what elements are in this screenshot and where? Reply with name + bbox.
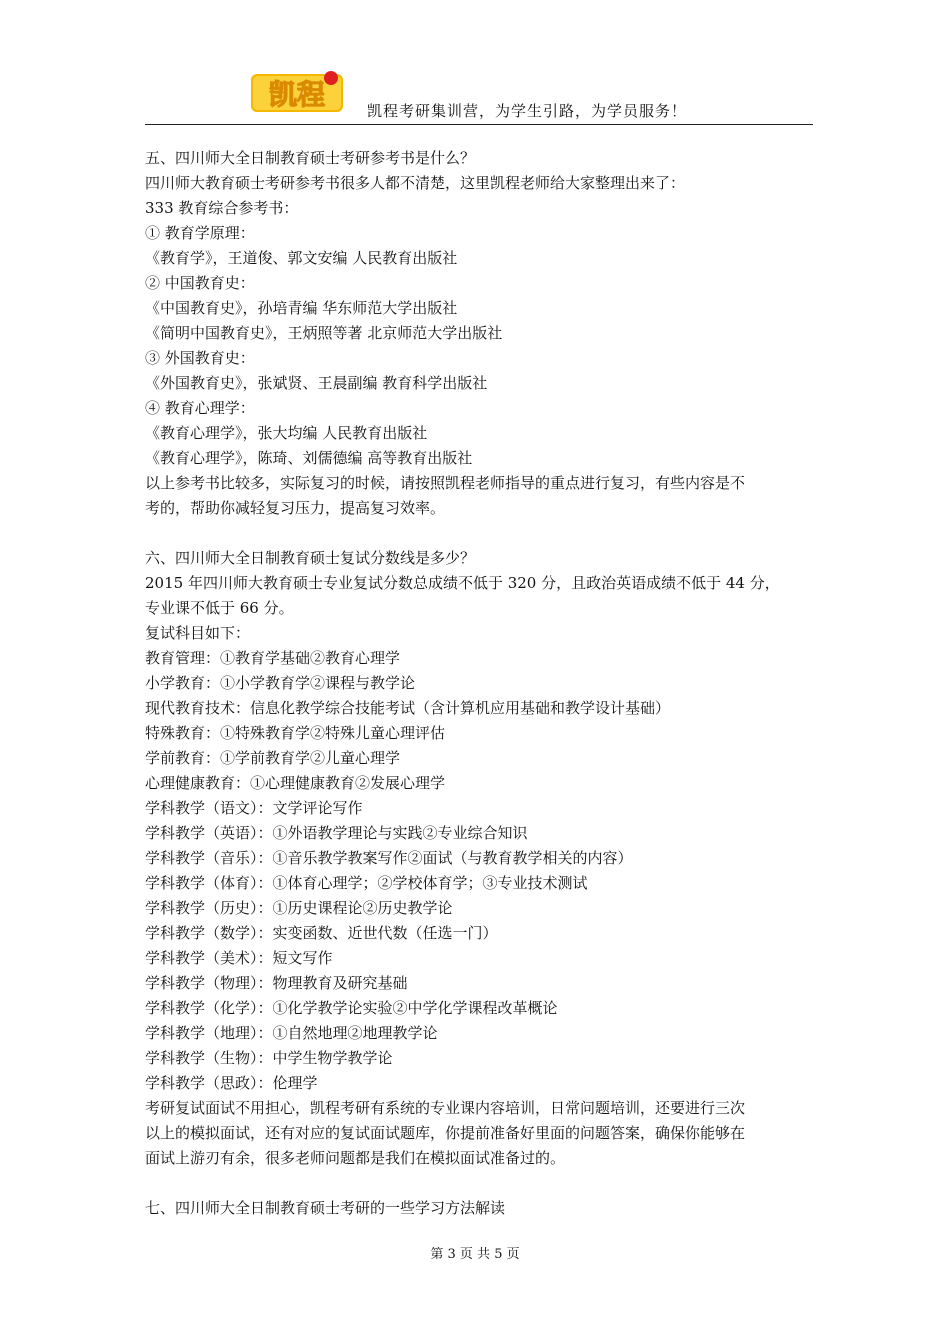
page-header bbox=[145, 62, 813, 124]
list-item: 学科教学（数学）：实变函数、近世代数（任选一门） bbox=[145, 924, 498, 942]
list-item: 学前教育：①学前教育学②儿童心理学 bbox=[145, 749, 401, 767]
page-number: 第 3 页 共 5 页 bbox=[430, 1247, 520, 1262]
section-6-heading: 六、四川师大全日制教育硕士复试分数线是多少？ bbox=[145, 549, 476, 567]
kaicheng-logo bbox=[249, 68, 345, 116]
list-item: 小学教育：①小学教育学②课程与教学论 bbox=[145, 674, 416, 692]
list-item: 现代教育技术：信息化教学综合技能考试（含计算机应用基础和教学设计基础） bbox=[145, 699, 671, 717]
list-item: 学科教学（历史）：①历史课程论②历史教学论 bbox=[145, 899, 453, 917]
spacer bbox=[145, 1171, 813, 1196]
header-divider bbox=[145, 124, 813, 125]
section-5-heading: 五、四川师大全日制教育硕士考研参考书是什么？ bbox=[145, 149, 476, 167]
list-item: ③ 外国教育史： bbox=[145, 349, 255, 367]
paragraph-line: 2015 年四川师大教育硕士专业复试分数总成绩不低于 320 分，且政治英语成绩不低于 44 分， bbox=[145, 574, 780, 592]
list-item: 《简明中国教育史》，王炳照等著 北京师范大学出版社 bbox=[145, 324, 503, 342]
paragraph-line: 面试上游刃有余，很多老师问题都是我们在模拟面试准备过的。 bbox=[145, 1149, 566, 1167]
paragraph-line: 复试科目如下： bbox=[145, 624, 251, 642]
svg-text:凯程: 凯程 bbox=[268, 78, 326, 111]
document-body bbox=[145, 146, 813, 1221]
list-item: 《教育学》，王道俊、郭文安编 人民教育出版社 bbox=[145, 249, 458, 267]
header-slogan: 凯程考研集训营，为学生引路，为学员服务！ bbox=[367, 102, 688, 120]
section-7-heading: 七、四川师大全日制教育硕士考研的一些学习方法解读 bbox=[145, 1199, 506, 1217]
list-item: 心理健康教育：①心理健康教育②发展心理学 bbox=[145, 774, 446, 792]
paragraph-line: 四川师大教育硕士考研参考书很多人都不清楚，这里凯程老师给大家整理出来了： bbox=[145, 174, 686, 192]
list-item: 学科教学（体育）：①体育心理学；②学校体育学；③专业技术测试 bbox=[145, 874, 588, 892]
spacer bbox=[145, 521, 813, 546]
list-item: 《教育心理学》，张大均编 人民教育出版社 bbox=[145, 424, 428, 442]
paragraph-line: 专业课不低于 66 分。 bbox=[145, 599, 294, 617]
list-item: 《中国教育史》，孙培青编 华东师范大学出版社 bbox=[145, 299, 458, 317]
paragraph-line: 考的，帮助你减轻复习压力，提高复习效率。 bbox=[145, 499, 446, 517]
list-item: ② 中国教育史： bbox=[145, 274, 255, 292]
list-item: ① 教育学原理： bbox=[145, 224, 255, 242]
list-item: 《外国教育史》，张斌贤、王晨副编 教育科学出版社 bbox=[145, 374, 488, 392]
paragraph-line: 以上的模拟面试，还有对应的复试面试题库，你提前准备好里面的问题答案，确保你能够在 bbox=[145, 1124, 746, 1142]
list-item: ④ 教育心理学： bbox=[145, 399, 255, 417]
list-item: 学科教学（英语）：①外语教学理论与实践②专业综合知识 bbox=[145, 824, 528, 842]
paragraph-line: 考研复试面试不用担心，凯程考研有系统的专业课内容培训，日常问题培训，还要进行三次 bbox=[145, 1099, 746, 1117]
paragraph-line: 333 教育综合参考书： bbox=[145, 199, 299, 217]
list-item: 学科教学（生物）：中学生物学教学论 bbox=[145, 1049, 393, 1067]
list-item: 《教育心理学》，陈琦、刘儒德编 高等教育出版社 bbox=[145, 449, 473, 467]
paragraph-line: 以上参考书比较多，实际复习的时候，请按照凯程老师指导的重点进行复习，有些内容是不 bbox=[145, 474, 746, 492]
list-item: 教育管理：①教育学基础②教育心理学 bbox=[145, 649, 401, 667]
list-item: 学科教学（物理）：物理教育及研究基础 bbox=[145, 974, 408, 992]
list-item: 学科教学（音乐）：①音乐教学教案写作②面试（与教育教学相关的内容） bbox=[145, 849, 633, 867]
list-item: 学科教学（思政）：伦理学 bbox=[145, 1074, 318, 1092]
list-item: 学科教学（化学）：①化学教学论实验②中学化学课程改革概论 bbox=[145, 999, 558, 1017]
list-item: 学科教学（美术）：短文写作 bbox=[145, 949, 333, 967]
list-item: 学科教学（语文）：文学评论写作 bbox=[145, 799, 363, 817]
list-item: 特殊教育：①特殊教育学②特殊儿童心理评估 bbox=[145, 724, 446, 742]
list-item: 学科教学（地理）：①自然地理②地理教学论 bbox=[145, 1024, 438, 1042]
